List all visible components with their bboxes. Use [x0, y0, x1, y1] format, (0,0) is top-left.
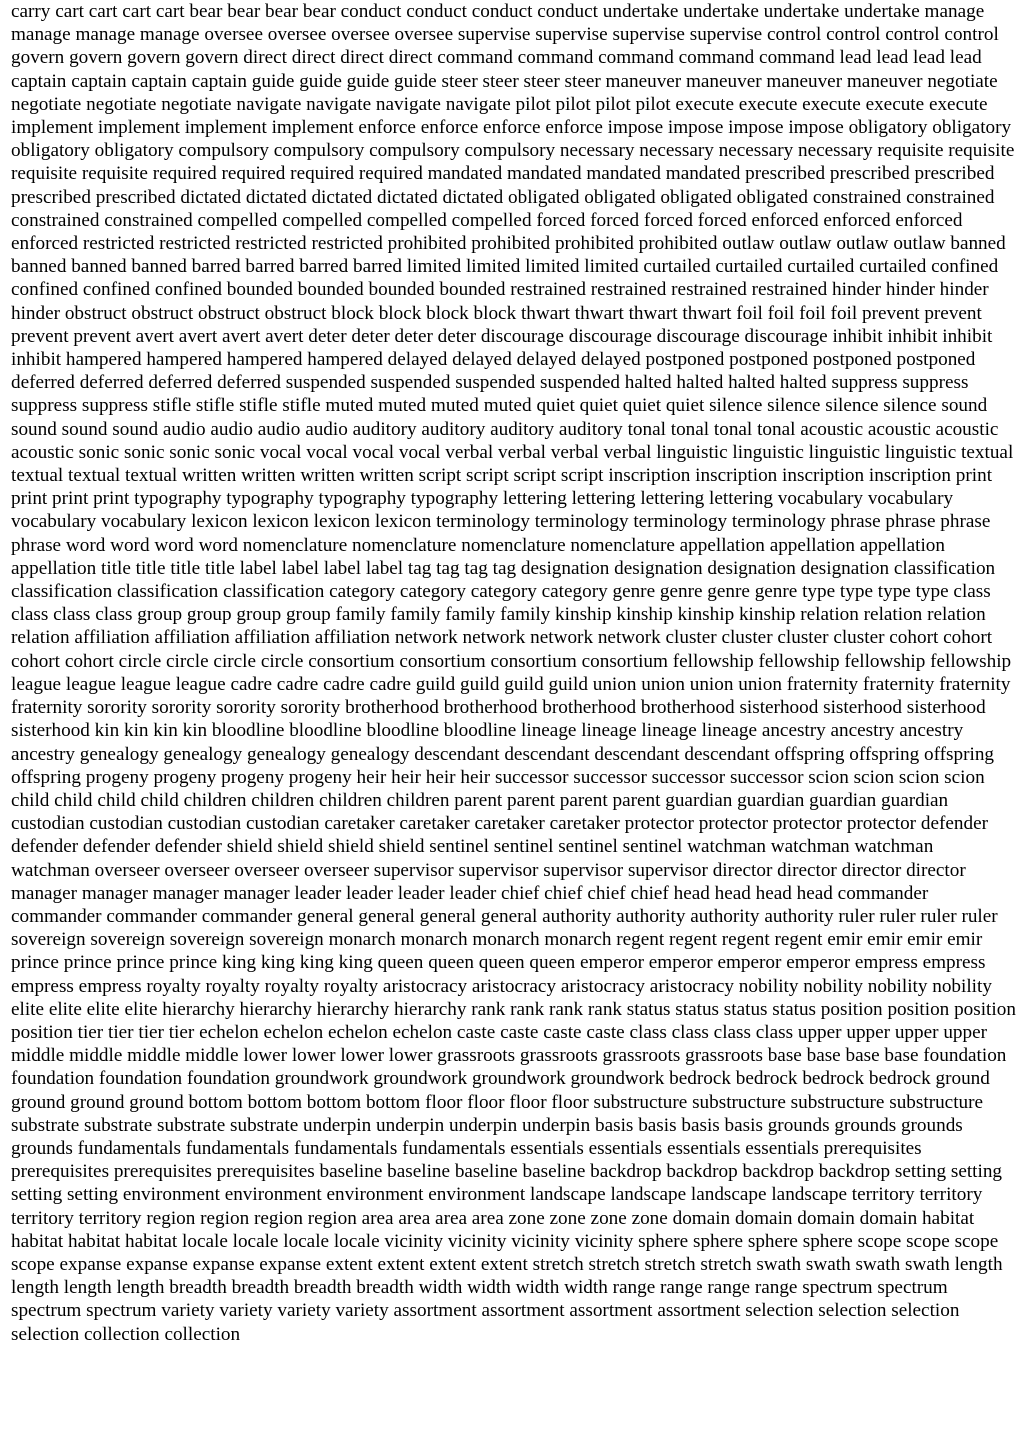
- repeated-word-text: carry cart cart cart cart bear bear bear bear conduct conduct conduct conduct undertake undertake undertake undertake manage manage manage manage oversee oversee oversee oversee supervise supervise supervise supervise control control control control govern govern govern govern direct direct direct direct command command command command command lead lead lead lead captain captain captain captain guide guide guide guide steer steer steer steer maneuver maneuver maneuver maneuver negotiate negotiate negotiate negotiate navigate navigate navigate navigate pilot pilot pilot pilot execute execute execute execute execute implement implement implement implement enforce enforce enforce enforce impose impose impose impose obligatory obligatory obligatory obligatory compulsory compulsory compulsory compulsory necessary necessary necessary necessary requisite requisite requisite requisite required required required required mandated mandated mandated mandated prescribed prescribed prescribed prescribed prescribed dictated dictated dictated dictated dictated obligated obligated obligated obligated constrained constrained constrained constrained compelled compelled compelled compelled forced forced forced forced enforced enforced enforced enforced restricted restricted restricted restricted prohibited prohibited prohibited prohibited outlaw outlaw outlaw outlaw banned banned banned banned barred barred barred barred limited limited limited limited curtailed curtailed curtailed curtailed confined confined confined confined bounded bounded bounded bounded restrained restrained restrained restrained hinder hinder hinder hinder obstruct obstruct obstruct obstruct block block block block thwart thwart thwart thwart foil foil foil foil prevent prevent prevent prevent avert avert avert avert deter deter deter deter discourage discourage discourage discourage inhibit inhibit inhibit inhibit hampered hampered hampered hampered delayed delayed delayed delayed postponed postponed postponed postponed deferred deferred deferred deferred suspended suspended suspended suspended halted halted halted halted suppress suppress suppress suppress stifle stifle stifle stifle muted muted muted muted quiet quiet quiet quiet silence silence silence silence sound sound sound sound audio audio audio audio auditory auditory auditory auditory tonal tonal tonal tonal acoustic acoustic acoustic acoustic sonic sonic sonic sonic vocal vocal vocal vocal verbal verbal verbal verbal linguistic linguistic linguistic linguistic textual textual textual textual written written written written script script script script inscription inscription inscription inscription print print print print typography typography typography typography lettering lettering lettering lettering vocabulary vocabulary vocabulary vocabulary lexicon lexicon lexicon lexicon terminology terminology terminology terminology phrase phrase phrase phrase word word word word nomenclature nomenclature nomenclature nomenclature appellation appellation appellation appellation title title title title label label label label tag tag tag tag designation designation designation designation classification classification classification classification category category category category genre genre genre genre type type type type class class class class group group group group family family family family kinship kinship kinship kinship relation relation relation relation affiliation affiliation affiliation affiliation network network network network cluster cluster cluster cluster cohort cohort cohort cohort circle circle circle circle consortium consortium consortium consortium fellowship fellowship fellowship fellowship league league league league cadre cadre cadre cadre guild guild guild guild union union union union fraternity fraternity fraternity fraternity sorority sorority sorority sorority brotherhood brotherhood brotherhood brotherhood sisterhood sisterhood sisterhood sisterhood kin kin kin kin bloodline bloodline bloodline bloodline lineage lineage lineage lineage ancestry ancestry ancestry ancestry genealogy genealogy genealogy genealogy descendant descendant descendant descendant offspring offspring offspring offspring progeny progeny progeny progeny heir heir heir heir successor successor successor successor scion scion scion scion child child child child children children children children parent parent parent parent guardian guardian guardian guardian custodian custodian custodian custodian caretaker caretaker caretaker caretaker protector protector protector protector defender defender defender defender shield shield shield shield sentinel sentinel sentinel sentinel watchman watchman watchman watchman overseer overseer overseer overseer supervisor supervisor supervisor supervisor director director director director manager manager manager manager leader leader leader leader chief chief chief chief head head head head commander commander commander commander general general general general authority authority authority authority ruler ruler ruler ruler sovereign sovereign sovereign sovereign monarch monarch monarch monarch regent regent regent regent emir emir emir emir prince prince prince prince king king king king queen queen queen queen emperor emperor emperor emperor empress empress empress empress royalty royalty royalty royalty aristocracy aristocracy aristocracy aristocracy nobility nobility nobility nobility elite elite elite elite hierarchy hierarchy hierarchy hierarchy rank rank rank rank status status status status position position position position tier tier tier tier echelon echelon echelon echelon caste caste caste caste class class class class upper upper upper upper middle middle middle middle lower lower lower lower grassroots grassroots grassroots grassroots base base base base foundation foundation foundation foundation groundwork groundwork groundwork groundwork bedrock bedrock bedrock bedrock ground ground ground ground bottom bottom bottom bottom floor floor floor floor substructure substructure substructure substructure substrate substrate substrate substrate underpin underpin underpin underpin basis basis basis basis grounds grounds grounds grounds fundamentals fundamentals fundamentals fundamentals essentials essentials essentials essentials prerequisites prerequisites prerequisites prerequisites baseline baseline baseline baseline backdrop backdrop backdrop backdrop setting setting setting setting environment environment environment environment landscape landscape landscape landscape territory territory territory territory region region region region area area area area zone zone zone zone domain domain domain domain habitat habitat habitat habitat locale locale locale locale vicinity vicinity vicinity vicinity sphere sphere sphere sphere scope scope scope scope expanse expanse expanse expanse extent extent extent extent stretch stretch stretch stretch swath swath swath swath length length length length breadth breadth breadth breadth width width width width range range range range spectrum spectrum spectrum spectrum variety variety variety variety assortment assortment assortment assortment selection selection selection selection collection collection: [11, 1, 1016, 1345]
